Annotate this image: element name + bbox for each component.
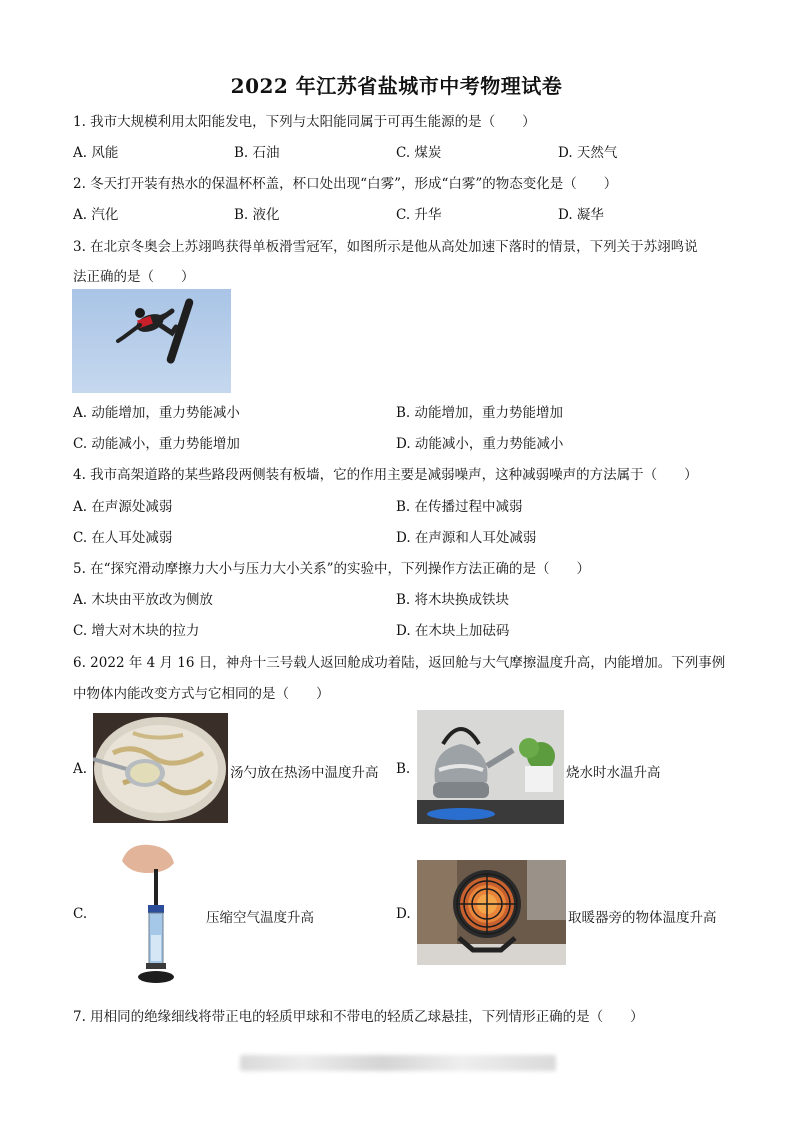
snowboarder-image — [72, 289, 231, 393]
question-5-stem: 5. 在“探究滑动摩擦力大小与压力大小关系”的实验中，下列操作方法正确的是（ ） — [73, 561, 590, 577]
q2-option-b: B. 液化 — [234, 207, 280, 223]
question-2-stem: 2. 冬天打开装有热水的保温杯杯盖，杯口处出现“白雾”，形成“白雾”的物态变化是（ ） — [73, 176, 618, 192]
q1-option-c: C. 煤炭 — [396, 145, 442, 161]
q6-option-d-letter: D. — [396, 906, 411, 922]
q2-option-a: A. 汽化 — [73, 207, 119, 223]
q3-option-a: A. 动能增加，重力势能减小 — [73, 405, 240, 421]
q5-option-d: D. 在木块上加砝码 — [396, 623, 510, 639]
air-pump-image — [118, 839, 180, 987]
q3-option-c: C. 动能减小，重力势能增加 — [73, 436, 240, 452]
q6-option-d-text: 取暖器旁的物体温度升高 — [568, 910, 717, 926]
q3-option-d: D. 动能减小，重力势能减小 — [396, 436, 564, 452]
q6-option-c-letter: C. — [73, 906, 88, 922]
q5-option-b: B. 将木块换成铁块 — [396, 592, 510, 608]
question-1-stem: 1. 我市大规模利用太阳能发电，下列与太阳能同属于可再生能源的是（ ） — [73, 114, 536, 130]
q6-option-c-text: 压缩空气温度升高 — [206, 910, 314, 926]
q3-option-b: B. 动能增加，重力势能增加 — [396, 405, 564, 421]
question-6-stem-cont: 中物体内能改变方式与它相同的是（ ） — [73, 686, 330, 702]
question-6-stem: 6. 2022 年 4 月 16 日，神舟十三号载人返回舱成功着陆，返回舱与大气摩擦温度升高，内能增加。下列事例 — [73, 655, 726, 671]
question-4-stem: 4. 我市高架道路的某些路段两侧装有板墙，它的作用主要是减弱噪声，这种减弱噪声的方法属于（ ） — [73, 467, 698, 483]
q4-option-b: B. 在传播过程中减弱 — [396, 499, 523, 515]
q4-option-c: C. 在人耳处减弱 — [73, 530, 173, 546]
q2-option-d: D. 凝华 — [558, 207, 604, 223]
question-7-stem: 7. 用相同的绝缘细线将带正电的轻质甲球和不带电的轻质乙球悬挂，下列情形正确的是（ ） — [73, 1009, 644, 1025]
q6-option-a-letter: A. — [73, 761, 88, 777]
q6-option-b-letter: B. — [396, 761, 411, 777]
q4-option-a: A. 在声源处减弱 — [73, 499, 173, 515]
q1-option-d: D. 天然气 — [558, 145, 618, 161]
kettle-image — [417, 710, 564, 824]
q5-option-c: C. 增大对木块的拉力 — [73, 623, 200, 639]
question-3-stem: 3. 在北京冬奥会上苏翊鸣获得单板滑雪冠军，如图所示是他从高处加速下落时的情景，下列关于苏翊鸣说 — [73, 239, 698, 255]
exam-title: 2022 年江苏省盐城市中考物理试卷 — [230, 74, 563, 98]
soup-ladle-image — [93, 713, 228, 823]
q5-option-a: A. 木块由平放改为侧放 — [73, 592, 213, 608]
q4-option-d: D. 在声源和人耳处减弱 — [396, 530, 537, 546]
blurred-footer-watermark — [240, 1055, 556, 1071]
question-3-stem-cont: 法正确的是（ ） — [73, 269, 195, 285]
q1-option-b: B. 石油 — [234, 145, 280, 161]
q1-option-a: A. 风能 — [73, 145, 119, 161]
q2-option-c: C. 升华 — [396, 207, 442, 223]
q6-option-a-text: 汤勺放在热汤中温度升高 — [230, 765, 379, 781]
heater-image — [417, 860, 566, 965]
q6-option-b-text: 烧水时水温升高 — [566, 765, 661, 781]
